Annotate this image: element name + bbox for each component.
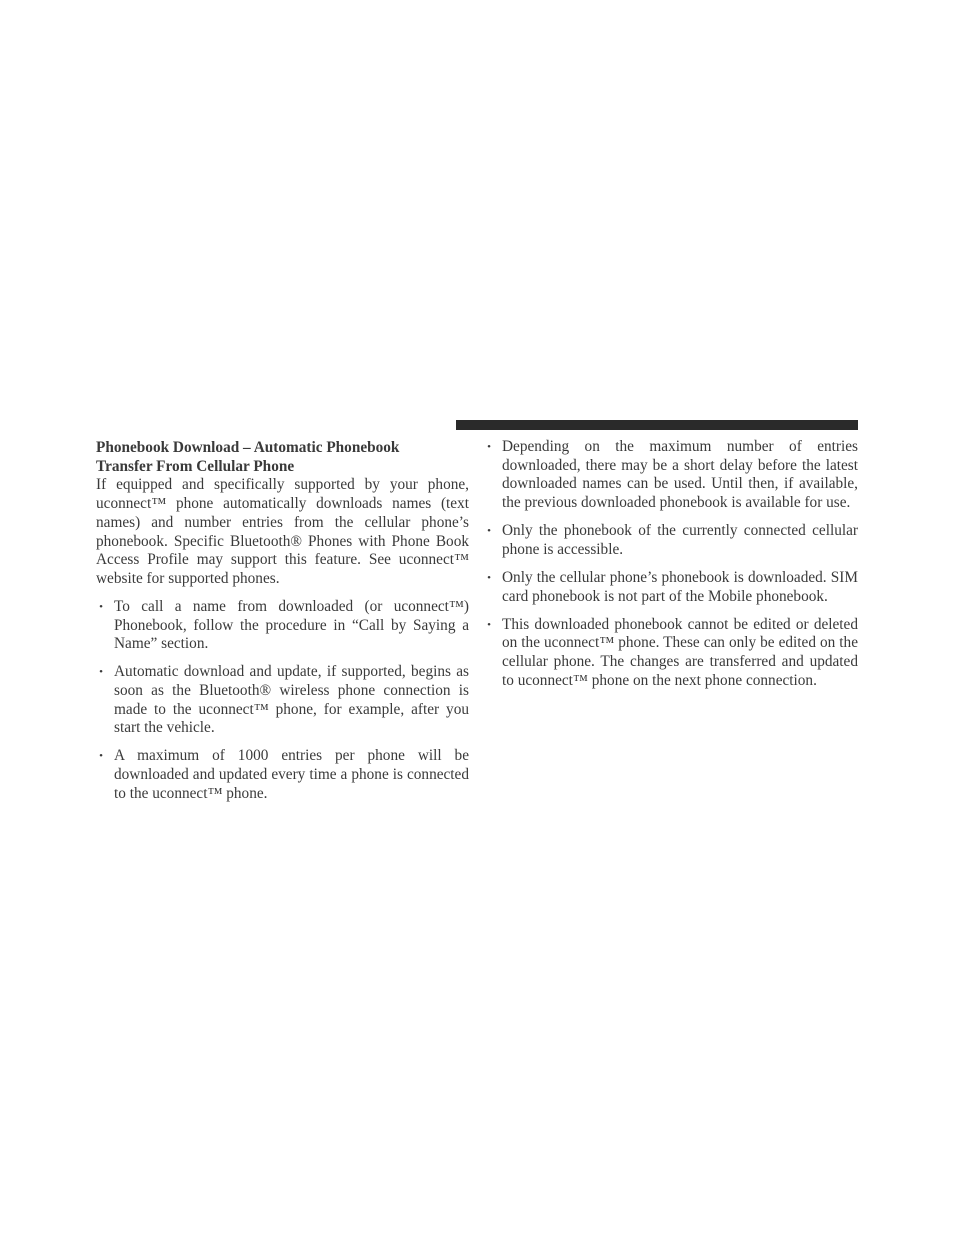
list-item: [484, 438, 858, 513]
bullet-icon: •: [487, 525, 491, 538]
bullet-icon: •: [487, 618, 491, 631]
heading-line-2: Transfer From Cellular Phone: [96, 457, 295, 475]
left-column: [96, 438, 469, 804]
bullet-icon: •: [487, 571, 491, 584]
list-item-text: This downloaded phonebook cannot be edited or deleted on the uconnect™ phone. These can only be edited on the cellular phone. The changes are transferred and updated to uconnect™ phone on the next phone connection.: [502, 615, 858, 689]
list-item-text: Only the cellular phone’s phonebook is downloaded. SIM card phonebook is not part of the Mobile phonebook.: [502, 568, 858, 605]
list-item: [96, 747, 469, 803]
list-item: [484, 616, 858, 691]
right-column: [484, 438, 858, 700]
bullet-icon: •: [99, 600, 103, 613]
list-item: [484, 522, 858, 559]
heading-line-1: Phonebook Download – Automatic Phonebook: [96, 439, 400, 456]
list-item-text: Automatic download and update, if supported, begins as soon as the Bluetooth® wireless phone connection is made to the uconnect™ phone, for example, after you start the vehicle.: [114, 663, 469, 737]
list-item: [96, 663, 469, 738]
list-item: [484, 569, 858, 606]
bullet-icon: •: [487, 441, 491, 453]
list-item: [96, 598, 469, 654]
list-item-text: Only the phonebook of the currently connected cellular phone is accessible.: [502, 522, 858, 558]
section-heading: [96, 438, 469, 476]
intro-paragraph: If equipped and specifically supported by your phone, uconnect™ phone automatically downloads names (text names) and number entries from the cellular phone’s phonebook. Specific Bluetooth® Phones with Phone Book Access Profile may support this feature. See uconnect™ website for supported phones.: [96, 476, 469, 587]
left-bullet-list: [96, 598, 469, 804]
list-item-text: To call a name from downloaded (or uconnect™) Phonebook, follow the procedure in “Call by Saying a Name” section.: [114, 597, 469, 653]
bullet-icon: •: [99, 666, 103, 679]
list-item-text: Depending on the maximum number of entries downloaded, there may be a short delay before the latest downloaded names can be used. Until then, if available, the previous downloaded phonebook is available for use.: [502, 438, 858, 512]
bullet-icon: •: [99, 750, 103, 763]
right-bullet-list: [484, 438, 858, 690]
section-header-bar: [456, 420, 858, 430]
list-item-text: A maximum of 1000 entries per phone will be downloaded and updated every time a phone is connected to the uconnect™ phone.: [114, 747, 469, 802]
